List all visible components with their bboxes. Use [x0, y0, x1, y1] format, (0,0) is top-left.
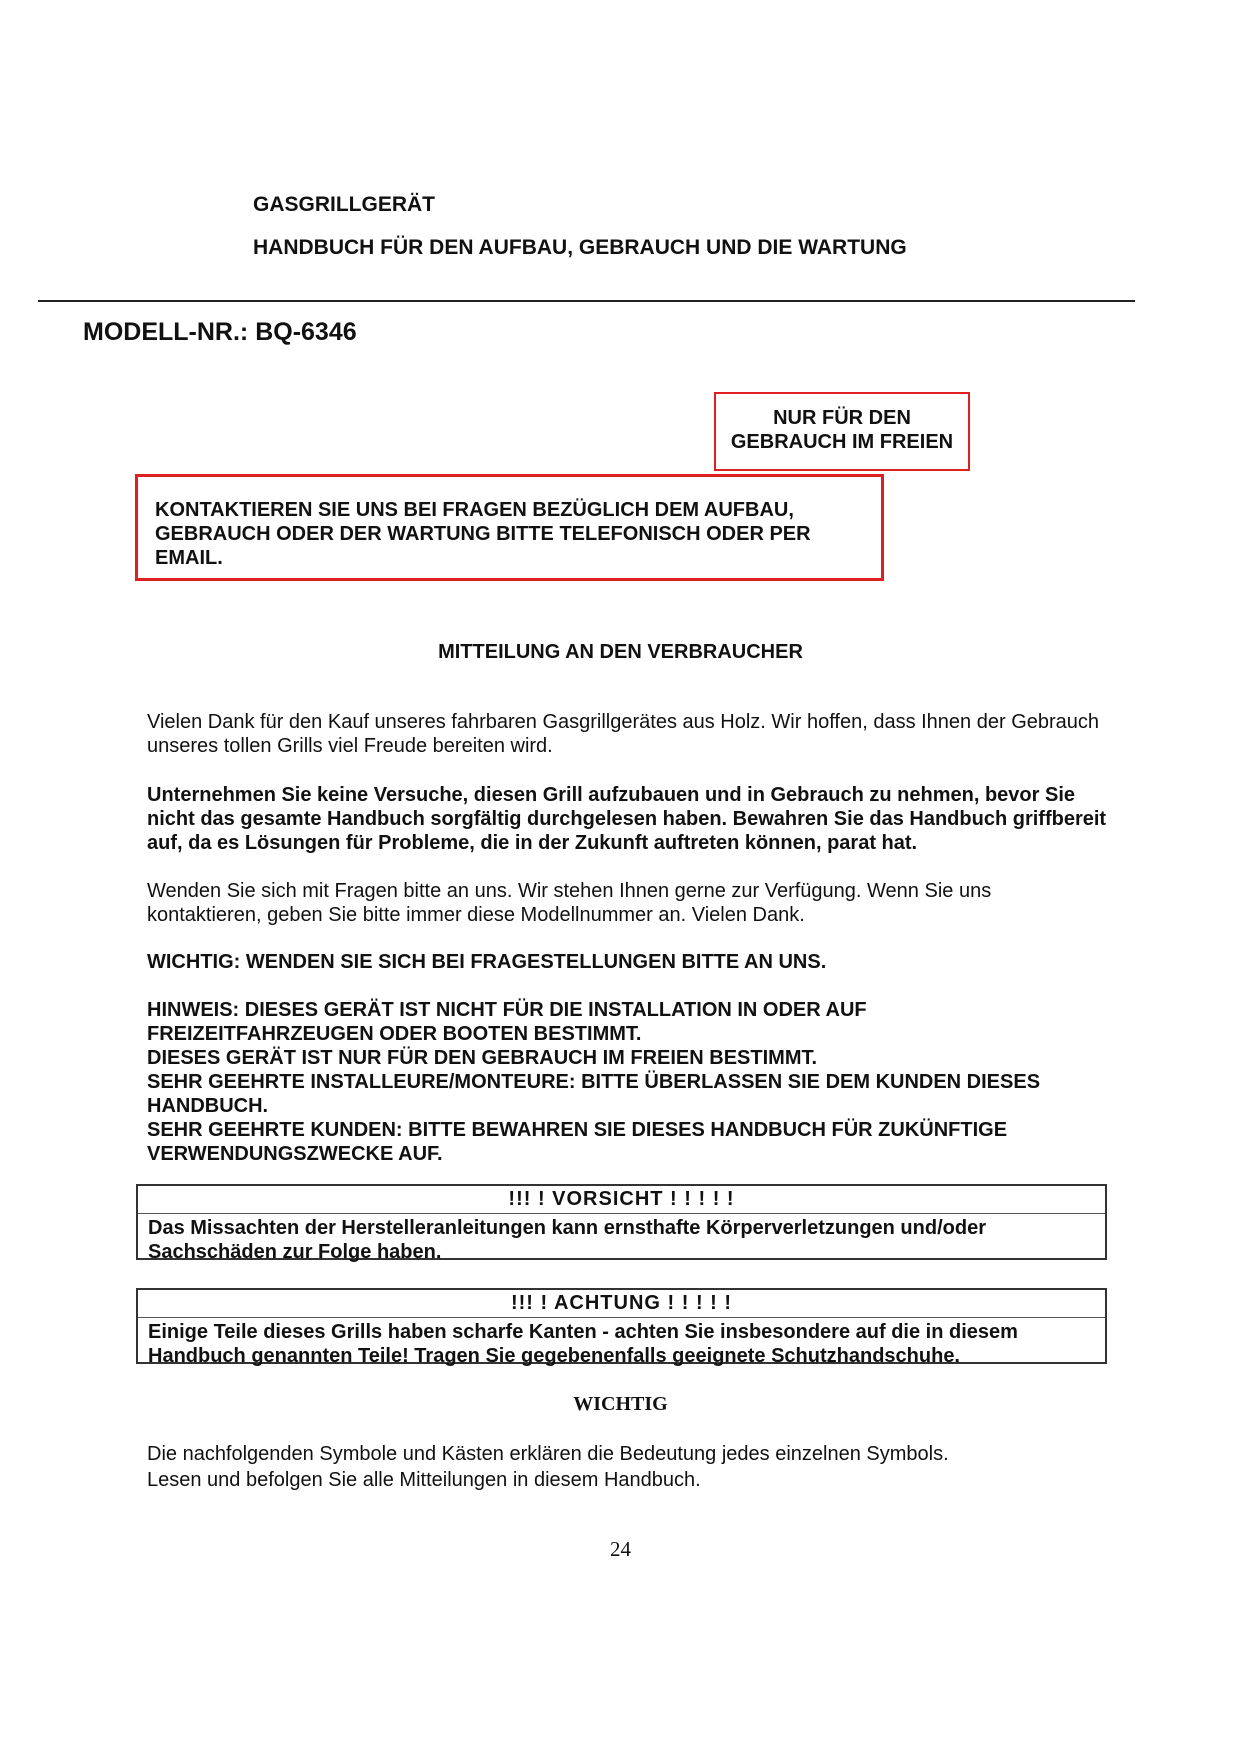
notice-heading: MITTEILUNG AN DEN VERBRAUCHER	[438, 641, 803, 663]
notice-paragraph-2: Unternehmen Sie keine Versuche, diesen Grill aufzubauen und in Gebrauch zu nehmen, bevor Sie nicht das gesamte Handbuch sorgfältig durchgelesen haben. Bewahren Sie das Handbuch griffbereit auf, da es Lösungen für Probleme, die in der Zukunft auftreten können, parat hat.	[147, 784, 1107, 854]
attention-title: !!! ! ACHTUNG ! ! ! ! !	[138, 1290, 1105, 1318]
notice-important-line: WICHTIG: WENDEN SIE SICH BEI FRAGESTELLUNGEN BITTE AN UNS.	[147, 951, 827, 973]
page-number: 24	[610, 1537, 631, 1561]
hint-line-7: VERWENDUNGSZWECKE AUF.	[147, 1143, 443, 1165]
caution-text: Das Missachten der Herstelleranleitungen kann ernsthafte Körperverletzungen und/oder Sachschäden zur Folge haben.	[148, 1217, 986, 1263]
document-subtitle: HANDBUCH FÜR DEN AUFBAU, GEBRAUCH UND DIE WARTUNG	[253, 236, 907, 259]
hint-line-5: HANDBUCH.	[147, 1095, 269, 1117]
header-divider	[38, 300, 1135, 302]
model-number: MODELL-NR.: BQ-6346	[83, 318, 357, 346]
hint-line-4: SEHR GEEHRTE INSTALLEURE/MONTEURE: BITTE ÜBERLASSEN SIE DEM KUNDEN DIESES	[147, 1071, 1041, 1093]
contact-line-1: KONTAKTIEREN SIE UNS BEI FRAGEN BEZÜGLICH DEM AUFBAU,	[155, 499, 794, 521]
outdoor-line-1: NUR FÜR DEN	[773, 407, 911, 429]
caution-title: !!! ! VORSICHT ! ! ! ! !	[138, 1186, 1105, 1214]
caution-box	[136, 1184, 1107, 1263]
contact-line-3: EMAIL.	[155, 547, 223, 569]
important-text	[147, 1441, 1107, 1493]
important-heading: WICHTIG	[573, 1393, 668, 1415]
notice-hint-block	[147, 998, 1107, 1166]
outdoor-use-box	[714, 392, 970, 471]
hint-line-3: DIESES GERÄT IST NUR FÜR DEN GEBRAUCH IM FREIEN BESTIMMT.	[147, 1047, 818, 1069]
hint-line-2: FREIZEITFAHRZEUGEN ODER BOOTEN BESTIMMT.	[147, 1023, 642, 1045]
important-line-2: Lesen und befolgen Sie alle Mitteilungen in diesem Handbuch.	[147, 1469, 701, 1491]
contact-box	[135, 474, 884, 581]
document-title: GASGRILLGERÄT	[253, 193, 435, 216]
attention-box	[136, 1288, 1107, 1367]
contact-line-2: GEBRAUCH ODER DER WARTUNG BITTE TELEFONISCH ODER PER	[155, 523, 811, 545]
outdoor-line-2: GEBRAUCH IM FREIEN	[730, 431, 954, 453]
notice-paragraph-3: Wenden Sie sich mit Fragen bitte an uns. Wir stehen Ihnen gerne zur Verfügung. Wenn Sie uns kontaktieren, geben Sie bitte immer diese Modellnummer an. Vielen Dank.	[147, 880, 992, 926]
important-line-1: Die nachfolgenden Symbole und Kästen erklären die Bedeutung jedes einzelnen Symbols.	[147, 1443, 949, 1465]
hint-line-6: SEHR GEEHRTE KUNDEN: BITTE BEWAHREN SIE DIESES HANDBUCH FÜR ZUKÜNFTIGE	[147, 1119, 1008, 1141]
hint-line-1: HINWEIS: DIESES GERÄT IST NICHT FÜR DIE INSTALLATION IN ODER AUF	[147, 999, 867, 1021]
attention-text: Einige Teile dieses Grills haben scharfe Kanten - achten Sie insbesondere auf die in diesem Handbuch genannten Teile! Tragen Sie gegebenenfalls geeignete Schutzhandschuhe.	[148, 1321, 1018, 1367]
notice-paragraph-1: Vielen Dank für den Kauf unseres fahrbaren Gasgrillgerätes aus Holz. Wir hoffen, dass Ihnen der Gebrauch unseres tollen Grills viel Freude bereiten wird.	[147, 711, 1100, 757]
